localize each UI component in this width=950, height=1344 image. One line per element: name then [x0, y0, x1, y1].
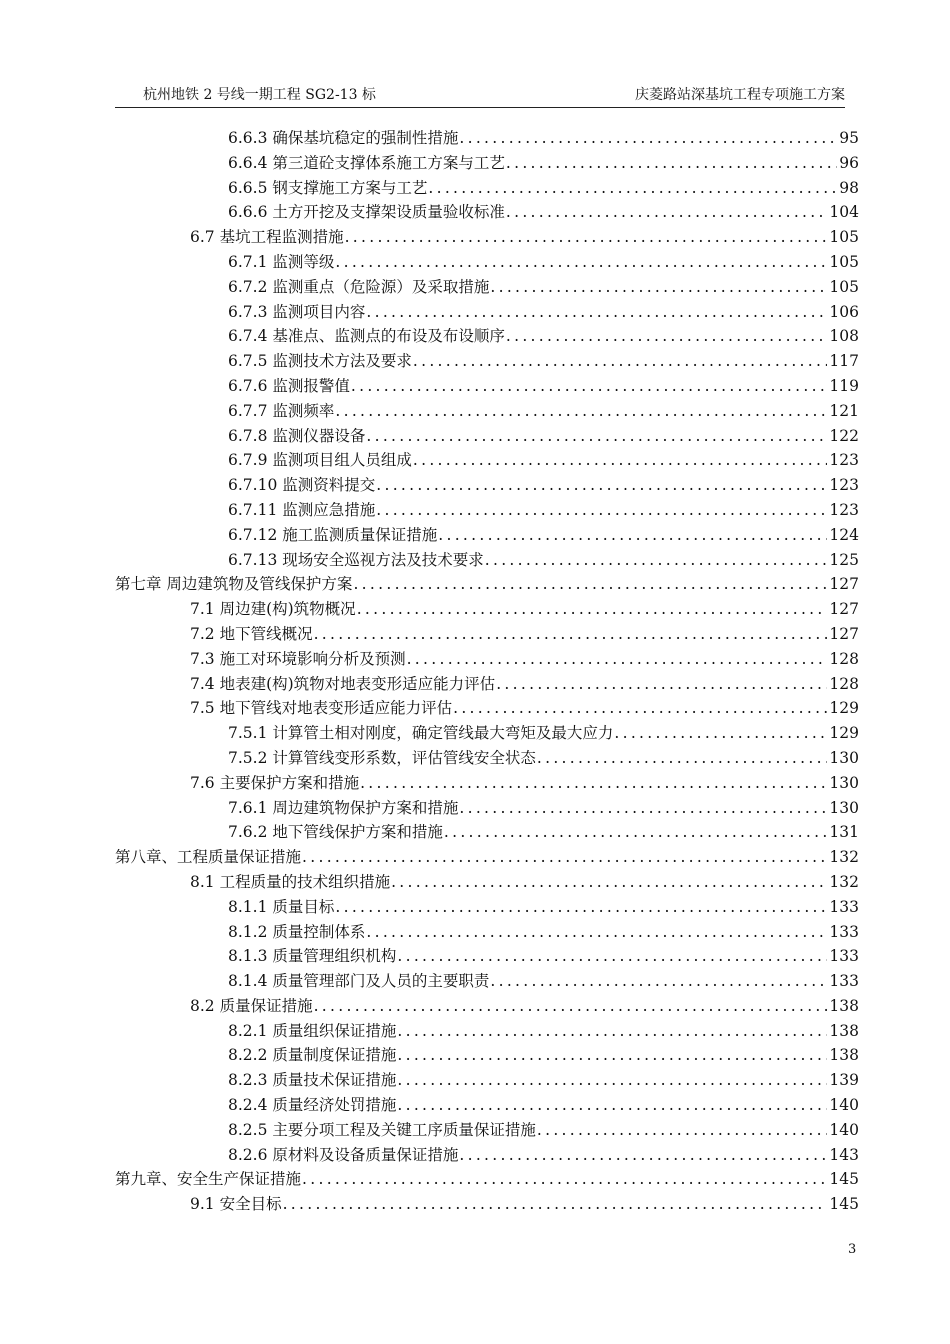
toc-entry-page: 139	[829, 1071, 859, 1090]
toc-leader-dots	[489, 969, 827, 994]
toc-leader-dots	[495, 672, 827, 697]
toc-entry-title: 6.7.8 监测仪器设备	[228, 426, 366, 445]
toc-entry-page: 96	[839, 153, 859, 172]
toc-entry-title: 7.3 施工对环境影响分析及预测	[190, 649, 406, 668]
toc-entry[interactable]	[115, 721, 859, 746]
toc-leader-dots	[505, 151, 837, 176]
toc-entry[interactable]	[115, 944, 859, 969]
toc-leader-dots	[443, 820, 828, 845]
toc-entry-title: 7.2 地下管线概况	[190, 624, 313, 643]
toc-entry[interactable]	[115, 1019, 859, 1044]
toc-entry-page: 145	[829, 1170, 859, 1189]
toc-entry[interactable]	[115, 176, 859, 201]
toc-entry[interactable]	[115, 275, 859, 300]
toc-leader-dots	[334, 399, 827, 424]
toc-leader-dots	[313, 994, 828, 1019]
toc-entry[interactable]	[115, 448, 859, 473]
toc-entry-page: 105	[829, 228, 859, 247]
toc-leader-dots	[396, 1019, 827, 1044]
toc-entry[interactable]	[115, 622, 859, 647]
toc-leader-dots	[458, 796, 827, 821]
toc-entry[interactable]	[115, 1192, 859, 1217]
toc-leader-dots	[427, 176, 837, 201]
toc-entry-title: 8.2.6 原材料及设备质量保证措施	[228, 1145, 459, 1164]
toc-entry[interactable]	[115, 994, 859, 1019]
toc-entry-title: 6.7 基坑工程监测措施	[190, 228, 344, 247]
page-header	[115, 81, 845, 108]
toc-leader-dots	[350, 374, 828, 399]
toc-entry-title: 6.7.13 现场安全巡视方法及技术要求	[228, 550, 484, 569]
toc-entry[interactable]	[115, 796, 859, 821]
toc-leader-dots	[375, 473, 827, 498]
toc-entry-page: 108	[829, 327, 859, 346]
toc-entry-title: 8.2 质量保证措施	[190, 996, 313, 1015]
toc-entry-page: 122	[829, 426, 859, 445]
toc-entry-page: 127	[829, 624, 859, 643]
toc-entry-page: 98	[839, 178, 859, 197]
toc-entry-title: 第七章 周边建筑物及管线保护方案	[115, 575, 353, 594]
toc-entry-title: 6.7.7 监测频率	[228, 401, 335, 420]
toc-entry-page: 140	[829, 1120, 859, 1139]
toc-leader-dots	[458, 1143, 827, 1168]
toc-entry[interactable]	[115, 523, 859, 548]
toc-leader-dots	[536, 1118, 828, 1143]
toc-entry-page: 95	[839, 129, 859, 147]
toc-leader-dots	[536, 746, 828, 771]
toc-entry-title: 8.2.5 主要分项工程及关键工序质量保证措施	[228, 1120, 536, 1139]
toc-entry[interactable]	[115, 672, 859, 697]
toc-entry[interactable]	[115, 300, 859, 325]
toc-entry-page: 123	[829, 451, 859, 470]
toc-entry[interactable]	[115, 870, 859, 895]
toc-entry-title: 6.6.6 土方开挖及支撑架设质量验收标准	[228, 203, 505, 222]
toc-entry[interactable]	[115, 424, 859, 449]
toc-leader-dots	[505, 200, 828, 225]
toc-entry-title: 7.5.1 计算管土相对刚度，确定管线最大弯矩及最大应力	[228, 724, 614, 743]
toc-entry[interactable]	[115, 399, 859, 424]
toc-leader-dots	[505, 324, 828, 349]
toc-entry-title: 6.7.11 监测应急措施	[228, 500, 376, 519]
toc-entry[interactable]	[115, 820, 859, 845]
toc-entry[interactable]	[115, 1068, 859, 1093]
toc-entry-page: 133	[829, 897, 859, 916]
toc-entry[interactable]	[115, 1118, 859, 1143]
toc-leader-dots	[356, 597, 828, 622]
toc-entry[interactable]	[115, 349, 859, 374]
toc-entry-title: 第九章、安全生产保证措施	[115, 1170, 302, 1189]
toc-entry-title: 6.7.5 监测技术方法及要求	[228, 352, 412, 371]
toc-entry-title: 7.6.1 周边建筑物保护方案和措施	[228, 798, 459, 817]
toc-entry-page: 127	[829, 575, 859, 594]
toc-entry-page: 106	[829, 302, 859, 321]
toc-entry-title: 7.5.2 计算管线变形系数，评估管线安全状态	[228, 748, 536, 767]
toc-entry-title: 6.6.3 确保基坑稳定的强制性措施	[228, 129, 459, 147]
toc-entry-title: 6.6.5 钢支撑施工方案与工艺	[228, 178, 428, 197]
toc-leader-dots	[484, 548, 828, 573]
toc-entry-page: 130	[829, 748, 859, 767]
toc-entry-page: 131	[829, 823, 859, 842]
toc-entry[interactable]	[115, 1143, 859, 1168]
toc-entry-page: 123	[829, 476, 859, 495]
toc-leader-dots	[412, 349, 828, 374]
toc-leader-dots	[489, 275, 827, 300]
toc-entry-title: 8.1.1 质量目标	[228, 897, 335, 916]
toc-entry-page: 105	[829, 252, 859, 271]
toc-entry[interactable]	[115, 572, 859, 597]
toc-leader-dots	[282, 1192, 828, 1217]
toc-entry-title: 6.7.1 监测等级	[228, 252, 335, 271]
toc-entry-page: 104	[829, 203, 859, 222]
toc-entry[interactable]	[115, 895, 859, 920]
toc-entry-title: 8.2.3 质量技术保证措施	[228, 1071, 397, 1090]
table-of-contents	[115, 126, 859, 1217]
toc-entry-title: 9.1 安全目标	[190, 1195, 282, 1214]
header-project-title: 杭州地铁 2 号线一期工程 SG2-13 标	[143, 87, 376, 103]
toc-entry-page: 127	[829, 600, 859, 619]
toc-entry[interactable]	[115, 920, 859, 945]
toc-leader-dots	[375, 498, 827, 523]
toc-entry-page: 119	[829, 376, 859, 395]
toc-leader-dots	[613, 721, 827, 746]
toc-leader-dots	[396, 1093, 827, 1118]
toc-entry-page: 129	[829, 699, 859, 718]
toc-entry-page: 105	[829, 277, 859, 296]
toc-entry-title: 6.7.10 监测资料提交	[228, 476, 376, 495]
toc-entry-page: 138	[829, 1046, 859, 1065]
toc-leader-dots	[352, 572, 827, 597]
toc-leader-dots	[390, 870, 827, 895]
toc-entry[interactable]	[115, 696, 859, 721]
toc-leader-dots	[412, 448, 828, 473]
toc-entry-title: 7.6.2 地下管线保护方案和措施	[228, 823, 443, 842]
toc-entry[interactable]	[115, 200, 859, 225]
toc-leader-dots	[365, 424, 827, 449]
toc-entry-page: 125	[829, 550, 859, 569]
toc-entry-page: 143	[829, 1145, 859, 1164]
toc-entry-page: 124	[829, 525, 859, 544]
toc-entry[interactable]	[115, 250, 859, 275]
toc-entry-title: 8.2.1 质量组织保证措施	[228, 1021, 397, 1040]
toc-entry[interactable]	[115, 597, 859, 622]
toc-entry[interactable]	[115, 374, 859, 399]
toc-entry-title: 8.1.3 质量管理组织机构	[228, 947, 397, 966]
toc-leader-dots	[365, 920, 827, 945]
toc-entry-page: 130	[829, 773, 859, 792]
toc-entry[interactable]	[115, 473, 859, 498]
toc-entry-title: 6.6.4 第三道砼支撑体系施工方案与工艺	[228, 153, 505, 172]
toc-entry[interactable]	[115, 1043, 859, 1068]
toc-entry[interactable]	[115, 1167, 859, 1192]
toc-entry[interactable]	[115, 969, 859, 994]
toc-entry-title: 7.5 地下管线对地表变形适应能力评估	[190, 699, 453, 718]
toc-entry[interactable]	[115, 771, 859, 796]
toc-entry-page: 145	[829, 1195, 859, 1214]
toc-entry[interactable]	[115, 548, 859, 573]
toc-entry-page: 123	[829, 500, 859, 519]
toc-entry-title: 8.2.4 质量经济处罚措施	[228, 1096, 397, 1115]
toc-leader-dots	[406, 647, 828, 672]
header-document-title: 庆菱路站深基坑工程专项施工方案	[635, 87, 845, 103]
toc-entry[interactable]	[115, 225, 859, 250]
toc-entry-title: 6.7.6 监测报警值	[228, 376, 350, 395]
toc-entry[interactable]	[115, 746, 859, 771]
toc-entry-page: 132	[829, 848, 859, 867]
toc-entry-page: 133	[829, 972, 859, 991]
toc-entry-title: 8.1 工程质量的技术组织措施	[190, 872, 391, 891]
toc-entry-title: 7.4 地表建(构)筑物对地表变形适应能力评估	[190, 674, 496, 693]
toc-entry[interactable]	[115, 845, 859, 870]
page-number: 3	[848, 1242, 857, 1257]
toc-entry-page: 133	[829, 947, 859, 966]
toc-entry-title: 8.1.2 质量控制体系	[228, 922, 366, 941]
toc-leader-dots	[458, 126, 837, 151]
toc-leader-dots	[452, 696, 827, 721]
toc-leader-dots	[365, 300, 827, 325]
toc-entry-page: 138	[829, 1021, 859, 1040]
toc-entry-page: 129	[829, 724, 859, 743]
toc-leader-dots	[334, 250, 827, 275]
toc-entry-title: 7.6 主要保护方案和措施	[190, 773, 360, 792]
toc-entry[interactable]	[115, 647, 859, 672]
toc-entry-title: 6.7.3 监测项目内容	[228, 302, 366, 321]
toc-entry-page: 138	[829, 996, 859, 1015]
toc-entry-title: 6.7.12 施工监测质量保证措施	[228, 525, 438, 544]
toc-entry-title: 8.1.4 质量管理部门及人员的主要职责	[228, 972, 490, 991]
toc-leader-dots	[359, 771, 827, 796]
toc-entry-title: 6.7.2 监测重点（危险源）及采取措施	[228, 277, 490, 296]
toc-entry-title: 6.7.4 基准点、监测点的布设及布设顺序	[228, 327, 505, 346]
toc-leader-dots	[396, 944, 827, 969]
toc-entry-page: 140	[829, 1096, 859, 1115]
toc-leader-dots	[396, 1068, 827, 1093]
toc-entry-title: 7.1 周边建(构)筑物概况	[190, 600, 356, 619]
toc-leader-dots	[344, 225, 828, 250]
toc-entry-page: 121	[829, 401, 859, 420]
toc-leader-dots	[301, 1167, 827, 1192]
toc-entry-page: 132	[829, 872, 859, 891]
toc-entry-title: 6.7.9 监测项目组人员组成	[228, 451, 412, 470]
toc-entry[interactable]	[115, 1093, 859, 1118]
toc-entry-page: 133	[829, 922, 859, 941]
toc-entry-title: 第八章、工程质量保证措施	[115, 848, 302, 867]
toc-leader-dots	[301, 845, 827, 870]
toc-leader-dots	[396, 1043, 827, 1068]
toc-leader-dots	[437, 523, 827, 548]
toc-entry-page: 128	[829, 649, 859, 668]
toc-entry[interactable]	[115, 151, 859, 176]
toc-entry-page: 130	[829, 798, 859, 817]
toc-entry[interactable]	[115, 126, 859, 151]
toc-entry-page: 128	[829, 674, 859, 693]
toc-entry[interactable]	[115, 324, 859, 349]
toc-entry-page: 117	[829, 352, 859, 371]
toc-entry-title: 8.2.2 质量制度保证措施	[228, 1046, 397, 1065]
toc-leader-dots	[313, 622, 828, 647]
toc-entry[interactable]	[115, 498, 859, 523]
toc-leader-dots	[334, 895, 827, 920]
